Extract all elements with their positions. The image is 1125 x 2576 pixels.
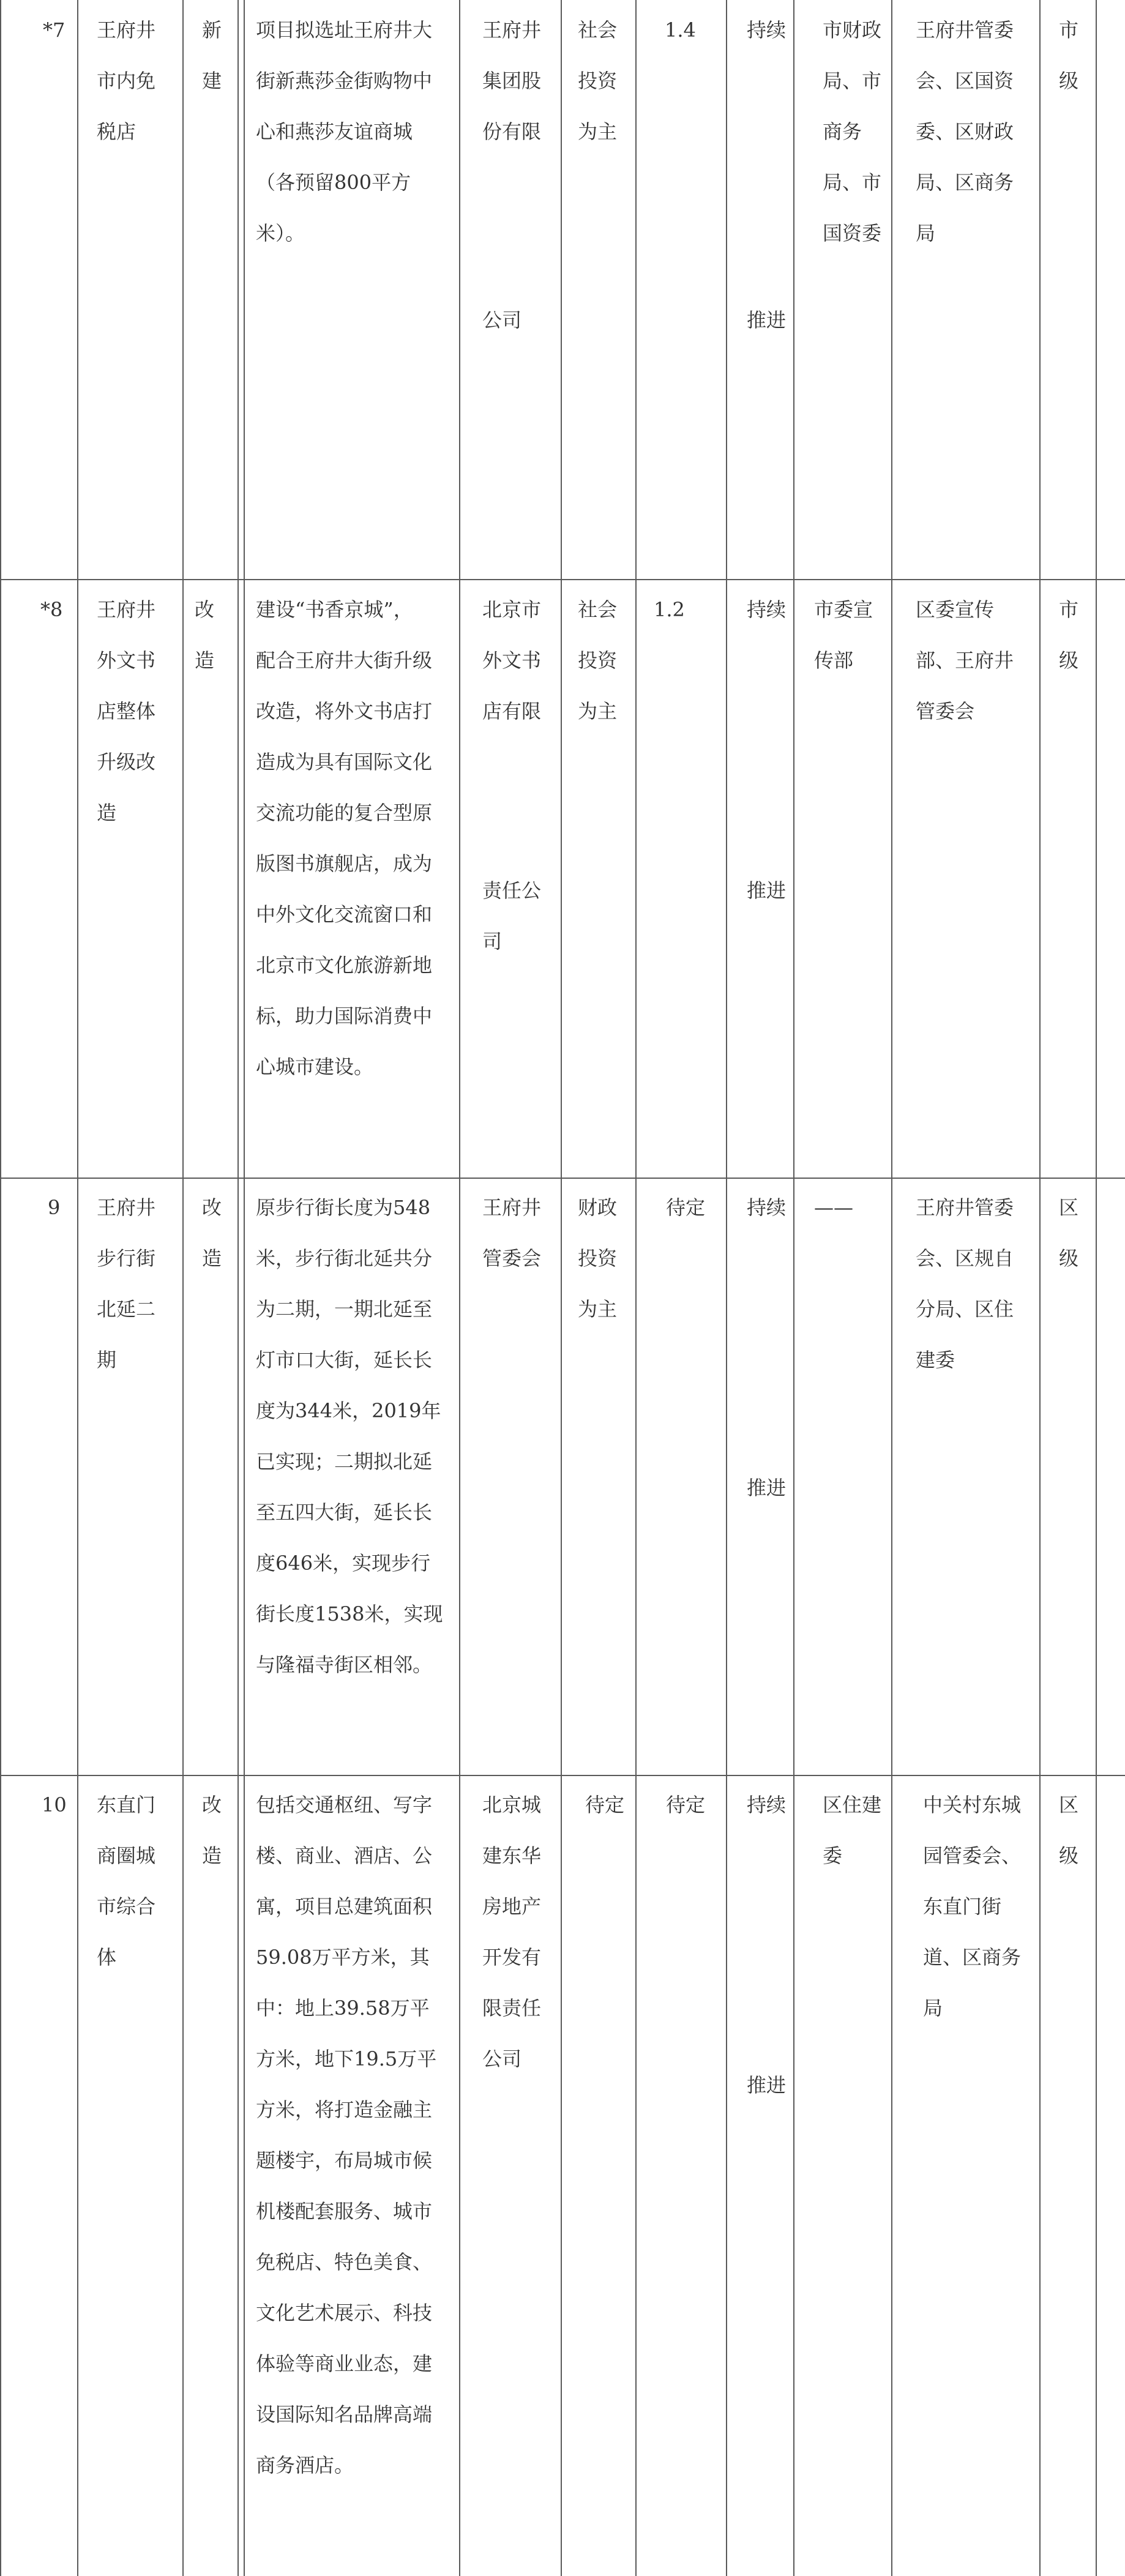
owner-unit-cont: 责任公 司 (482, 879, 542, 953)
project-content: 包括交通枢纽、写字 楼、商业、酒店、公 寓，项目总建筑面积 59.08万平方米，其 中：地上39.58万平 方米，地下19.5万平 方米，将打造金融主 题楼宇，布局城市候 机楼配套服务、城市 免税店、特色美食、 文化艺术展示、科技 体验等商业业态，建 设国际知名品牌高端 商务酒店。 (256, 1793, 437, 2477)
project-type: 改 造 (195, 598, 215, 672)
district-department: 中关村东城 园管委会、 东直门街 道、区商务 局 (923, 1793, 1022, 2020)
column-divider (635, 0, 637, 2576)
row-divider (0, 1775, 1125, 1776)
investment: 待定 (666, 1196, 706, 1219)
funding-source: 待定 (585, 1793, 625, 1816)
column-divider (244, 0, 245, 2576)
progress-status: 持续 (747, 1793, 787, 1816)
column-divider (1039, 0, 1041, 2576)
owner-unit: 北京城 建东华 房地产 开发有 限责任 公司 (482, 1793, 542, 2070)
column-divider (0, 0, 1, 2576)
funding-source: 财政 投资 为主 (578, 1196, 618, 1321)
investment: 待定 (666, 1793, 706, 1816)
column-divider (1096, 0, 1097, 2576)
project-content: 原步行街长度为548 米，步行街北延共分 为二期，一期北延至 灯市口大街，延长长 度为344米，2019年 已实现；二期拟北延 至五四大街，延长长 度646米，实现步行 街长度1538米，实现 与隆福寺街区相邻。 (256, 1196, 443, 1676)
progress-status: 持续 (747, 1196, 787, 1219)
column-divider (77, 0, 78, 2576)
project-type: 改 造 (202, 1196, 222, 1270)
progress-status-cont: 推进 (747, 308, 787, 332)
column-divider (237, 0, 239, 2576)
project-content: 项目拟选址王府井大 街新燕莎金街购物中 心和燕莎友谊商城 （各预留800平方 米）。 (256, 18, 433, 245)
owner-unit: 王府井 管委会 (482, 1196, 542, 1270)
district-department: 王府井管委 会、区国资 委、区财政 局、区商务 局 (916, 18, 1014, 245)
city-department: 市委宣 传部 (814, 598, 873, 672)
column-divider (182, 0, 184, 2576)
progress-status-cont: 推进 (747, 2074, 787, 2097)
owner-unit: 北京市 外文书 店有限 (482, 598, 542, 723)
project-name: 王府井 步行街 北延二 期 (97, 1196, 156, 1372)
district-department: 王府井管委 会、区规自 分局、区住 建委 (916, 1196, 1014, 1372)
column-divider (793, 0, 794, 2576)
row-divider (0, 579, 1125, 580)
progress-status: 持续 (747, 598, 787, 621)
column-divider (459, 0, 460, 2576)
project-name: 王府井 市内免 税店 (97, 18, 156, 143)
investment: 1.4 (665, 18, 696, 42)
column-divider (891, 0, 892, 2576)
funding-source: 社会 投资 为主 (578, 18, 618, 143)
district-department: 区委宣传 部、王府井 管委会 (916, 598, 1014, 723)
row-divider (0, 1178, 1125, 1179)
city-department: 区住建 委 (823, 1793, 882, 1867)
row-number: 9 (48, 1196, 61, 1219)
owner-unit-cont: 公司 (482, 308, 522, 332)
city-department: 市财政 局、市 商务 局、市 国资委 (823, 18, 882, 245)
row-number: *7 (43, 18, 65, 42)
project-level: 市 级 (1059, 18, 1079, 92)
project-level: 市 级 (1059, 598, 1079, 672)
funding-source: 社会 投资 为主 (578, 598, 618, 723)
progress-status-cont: 推进 (747, 1476, 787, 1499)
project-type: 新 建 (202, 18, 222, 92)
project-type: 改 造 (202, 1793, 222, 1867)
row-number: 10 (42, 1793, 67, 1816)
column-divider (561, 0, 562, 2576)
project-level: 区 级 (1059, 1793, 1079, 1867)
project-level: 区 级 (1059, 1196, 1079, 1270)
investment: 1.2 (654, 598, 685, 621)
progress-status-cont: 推进 (747, 879, 787, 902)
project-content: 建设“书香京城”， 配合王府井大街升级 改造，将外文书店打 造成为具有国际文化 交流功能的复合型原 版图书旗舰店，成为 中外文化交流窗口和 北京市文化旅游新地 标，助力国际消费中 心城市建设。 (256, 598, 433, 1078)
city-department: —— (814, 1196, 853, 1219)
project-name: 东直门 商圈城 市综合 体 (97, 1793, 156, 1969)
row-number: *8 (40, 598, 63, 621)
progress-status: 持续 (747, 18, 787, 42)
owner-unit: 王府井 集团股 份有限 (482, 18, 542, 143)
project-name: 王府井 外文书 店整体 升级改 造 (97, 598, 156, 824)
column-divider (726, 0, 727, 2576)
